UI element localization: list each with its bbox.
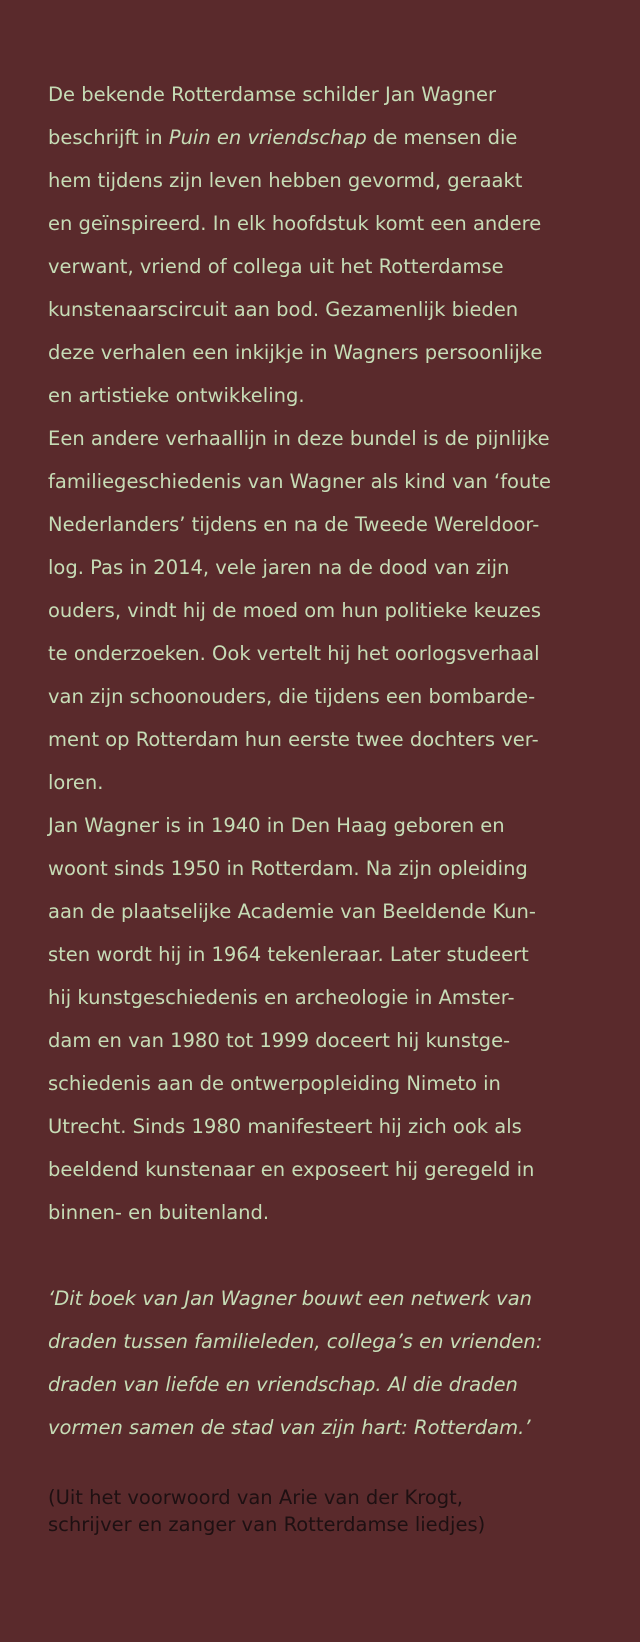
text-line: en geïnspireerd. In elk hoofdstuk komt een andere	[48, 212, 542, 235]
text-line: De bekende Rotterdamse schilder Jan Wagner	[48, 83, 497, 106]
text-line: kunstenaarscircuit aan bod. Gezamenlijk bieden	[48, 298, 519, 321]
text-line: dam en van 1980 tot 1999 doceert hij kunstge-	[48, 1029, 511, 1052]
quote-line: draden van liefde en vriendschap. Al die draden	[48, 1373, 518, 1396]
text-line: te onderzoeken. Ook vertelt hij het oorlogsverhaal	[48, 642, 540, 665]
attribution-line: (Uit het voorwoord van Arie van der Krogt,	[48, 1486, 464, 1509]
text-line: binnen- en buitenland.	[48, 1201, 270, 1224]
text-line	[48, 116, 608, 159]
book-title: Puin en vriendschap	[168, 126, 367, 149]
text-line: ouders, vindt hij de moed om hun politieke keuzes	[48, 599, 541, 622]
paragraph-introduction	[48, 73, 608, 417]
text-line: hem tijdens zijn leven hebben gevormd, geraakt	[48, 169, 523, 192]
text-line: hij kunstgeschiedenis en archeologie in Amster-	[48, 986, 515, 1009]
text-line: beeldend kunstenaar en exposeert hij geregeld in	[48, 1158, 535, 1181]
text-line: schiedenis aan de ontwerpopleiding Nimeto in	[48, 1072, 501, 1095]
text-line: Utrecht. Sinds 1980 manifesteert hij zich ook als	[48, 1115, 522, 1138]
text-line: Jan Wagner is in 1940 in Den Haag geboren en	[48, 814, 505, 837]
foreword-quote	[48, 1277, 608, 1449]
quote-attribution	[48, 1484, 608, 1538]
text-line: familiegeschiedenis van Wagner als kind van ‘foute	[48, 470, 551, 493]
text-line: en artistieke ontwikkeling.	[48, 384, 305, 407]
paragraph-author-bio	[48, 804, 608, 1234]
text-line: van zijn schoonouders, die tijdens een bombarde-	[48, 685, 536, 708]
text-line: aan de plaatselijke Academie van Beeldende Kun-	[48, 900, 536, 923]
text-line: ment op Rotterdam hun eerste twee dochters ver-	[48, 728, 539, 751]
quote-line: draden tussen familieleden, collega’s en vrienden:	[48, 1330, 543, 1353]
text-segment: beschrijft in	[48, 126, 169, 149]
text-line: loren.	[48, 771, 104, 794]
quote-line: ‘Dit boek van Jan Wagner bouwt een netwerk van	[48, 1287, 533, 1310]
text-line: log. Pas in 2014, vele jaren na de dood van zijn	[48, 556, 510, 579]
text-line: deze verhalen een inkijkje in Wagners persoonlijke	[48, 341, 543, 364]
paragraph-family-history	[48, 417, 608, 804]
text-line: sten wordt hij in 1964 tekenleraar. Later studeert	[48, 943, 529, 966]
attribution-line: schrijver en zanger van Rotterdamse liedjes)	[48, 1513, 486, 1536]
text-segment: de mensen die	[366, 126, 518, 149]
quote-line: vormen samen de stad van zijn hart: Rotterdam.’	[48, 1416, 531, 1439]
text-line: Nederlanders’ tijdens en na de Tweede Wereldoor-	[48, 513, 540, 536]
text-line: woont sinds 1950 in Rotterdam. Na zijn opleiding	[48, 857, 528, 880]
text-line: verwant, vriend of collega uit het Rotterdamse	[48, 255, 504, 278]
blurb-text	[48, 73, 608, 1234]
text-line: Een andere verhaallijn in deze bundel is de pijnlijke	[48, 427, 550, 450]
